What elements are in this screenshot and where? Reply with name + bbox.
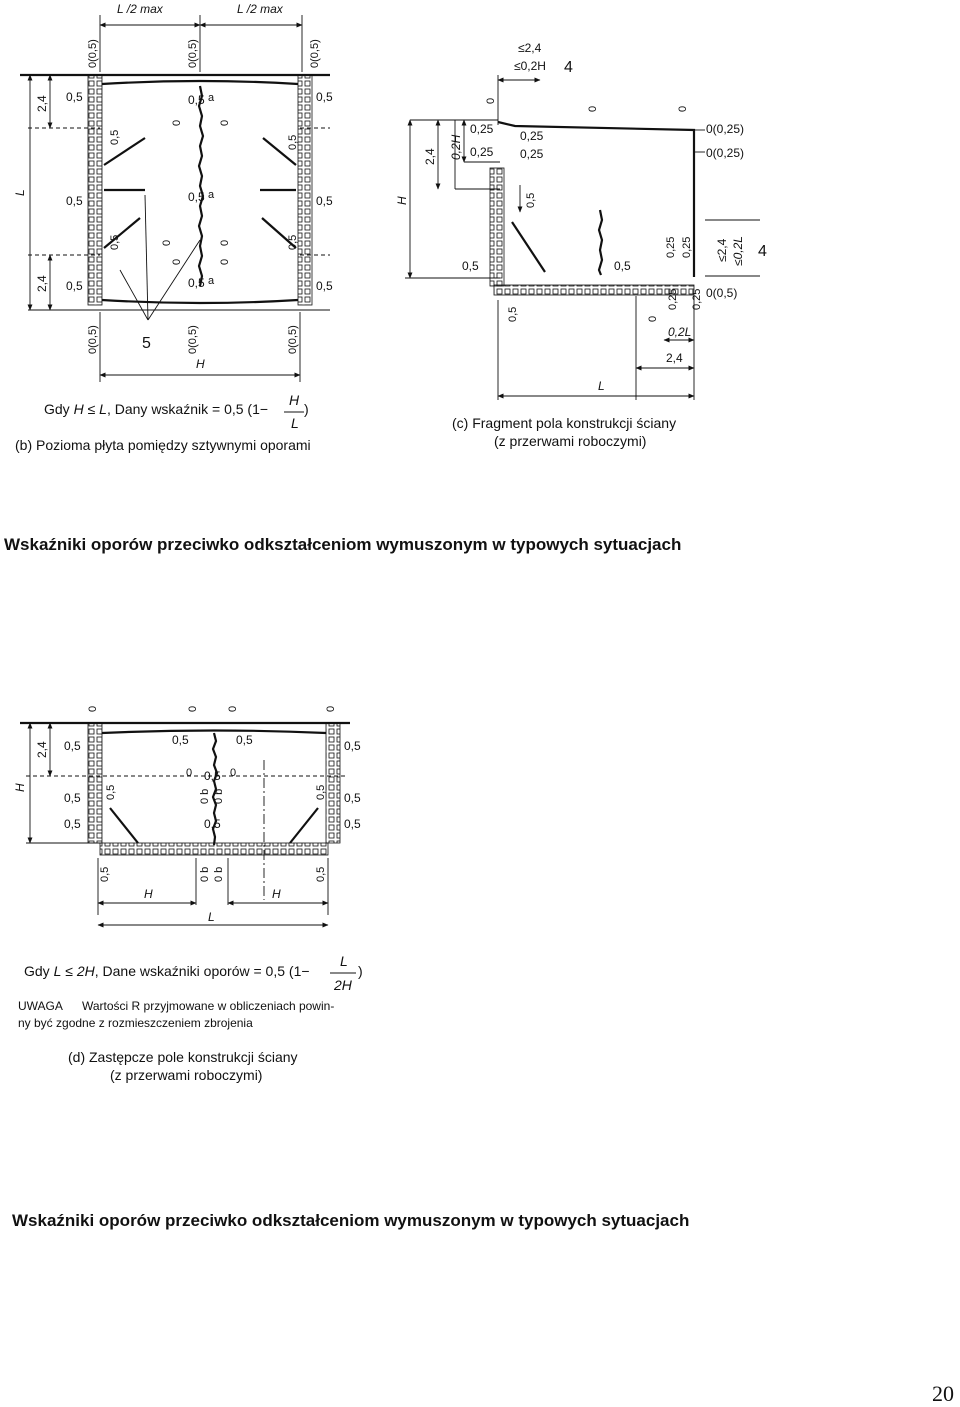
c-bottom-value-1: 0,5: [462, 259, 479, 273]
d-value-r1: 0,5: [344, 739, 361, 753]
b-sup-2: a: [208, 189, 215, 201]
b-zero-1: 0: [171, 119, 183, 126]
d-formula-close: ): [358, 963, 363, 979]
c-right-dim-24: ≤2,4: [715, 238, 729, 262]
d-bottom-b-1: 0b: [199, 866, 211, 882]
b-col-bottom-3: 0(0,5): [287, 325, 299, 354]
b-zero-6: 0: [219, 258, 231, 265]
diagram-c: [395, 41, 767, 449]
d-center-value-4: 0,5: [204, 817, 221, 831]
d-formula-num: L: [340, 953, 348, 969]
d-center-value-1: 0,5: [172, 733, 189, 747]
b-diag-value-3: 0,5: [109, 234, 121, 250]
d-value-l3: 0,5: [64, 817, 81, 831]
d-left-dim-h: H: [13, 783, 27, 792]
c-right-value-2: 0(0,25): [706, 146, 745, 160]
d-caption-2: (z przerwami roboczymi): [110, 1067, 263, 1083]
d-formula: Gdy L ≤ 2H, Dane wskaźniki oporów = 0,5 (1−: [24, 963, 310, 979]
c-left-dim-24: 2,4: [423, 148, 437, 165]
b-top-dim-1: L /2 max: [117, 2, 163, 16]
b-diag-value-1: 0,5: [109, 129, 121, 145]
c-top-dim-1: ≤2,4: [518, 41, 542, 55]
d-value-r2: 0,5: [344, 791, 361, 805]
d-diag-value-2: 0,5: [315, 784, 327, 800]
b-center-value-2: 0,5: [188, 190, 205, 204]
b-col-bottom-1: 0(0,5): [87, 325, 99, 354]
b-left-dim-bottom: 2,4: [35, 275, 49, 292]
b-diag-value-2: 0,5: [287, 134, 299, 150]
d-b-label-1: 0b: [199, 788, 211, 804]
d-zero-top-3: 0: [227, 705, 239, 712]
c-right-vert-2: 0,25: [681, 236, 693, 258]
c-top-value-2: 0,25: [470, 145, 494, 159]
c-right-vert-4: 0,25: [691, 288, 703, 310]
b-zero-3: 0: [161, 239, 173, 246]
c-wall-left: [490, 168, 504, 286]
c-right-dim-02l: ≤0,2L: [731, 236, 745, 266]
c-top-value-4: 0,25: [520, 147, 544, 161]
c-right-value-1: 0(0,25): [706, 122, 745, 136]
b-value-l2: 0,5: [66, 194, 83, 208]
c-marker-right: 4: [758, 243, 767, 260]
d-bottom-value-1: 0,5: [99, 866, 111, 882]
b-value-r2: 0,5: [316, 194, 333, 208]
b-left-dim-l: L: [13, 189, 27, 196]
c-zero-top-3: 0: [677, 105, 689, 112]
b-col-bottom-2: 0(0,5): [187, 325, 199, 354]
b-zero-2: 0: [219, 119, 231, 126]
c-zero-top-1: 0: [485, 97, 497, 104]
diagram-d: [13, 706, 363, 1083]
b-formula-close: ): [304, 401, 309, 417]
b-col-top-1: 0(0,5): [87, 39, 99, 68]
b-formula-num: H: [289, 392, 300, 408]
d-note-line-1: Wartości R przyjmowane w obliczeniach powin-: [82, 999, 335, 1013]
c-zero-top-2: 0: [587, 105, 599, 112]
c-bottom-dim-02l: 0,2L: [668, 325, 692, 339]
d-bottom-dim-h1: H: [144, 887, 153, 901]
d-wall-left: [88, 723, 102, 843]
b-sup-1: a: [208, 92, 215, 104]
b-top-dim-2: L /2 max: [237, 2, 283, 16]
c-top-dim-2: ≤0,2H: [514, 59, 546, 73]
c-bottom-value-3: 0,5: [507, 306, 519, 322]
b-col-top-2: 0(0,5): [187, 39, 199, 68]
c-caption-2: (z przerwami roboczymi): [494, 433, 647, 449]
c-marker-top: 4: [564, 59, 573, 76]
d-zero-mid-2: 0: [230, 767, 237, 779]
c-left-dim-02h: 0,2H: [449, 134, 463, 160]
c-zero-bottom: 0: [647, 315, 659, 322]
b-value-r3: 0,5: [316, 279, 333, 293]
d-note-line-2: ny być zgodne z rozmieszczeniem zbrojenia: [18, 1016, 253, 1030]
b-col-top-3: 0(0,5): [309, 39, 321, 68]
b-h-dim: H: [196, 357, 205, 371]
d-diag-value-1: 0,5: [105, 784, 117, 800]
c-bottom-dim-24: 2,4: [666, 351, 683, 365]
b-center-value-1: 0,5: [188, 93, 205, 107]
c-caption-1: (c) Fragment pola konstrukcji ściany: [452, 415, 677, 431]
b-wall-right: [298, 75, 312, 305]
c-right-bottom: 0(0,5): [706, 286, 738, 300]
b-zero-5: 0: [171, 258, 183, 265]
b-wall-left: [88, 75, 102, 305]
d-left-dim-24: 2,4: [35, 741, 49, 758]
c-wall-bottom: [494, 285, 694, 295]
d-value-l2: 0,5: [64, 791, 81, 805]
c-top-value-3: 0,25: [520, 129, 544, 143]
d-zero-top-2: 0: [187, 705, 199, 712]
d-value-r3: 0,5: [344, 817, 361, 831]
title-top: Wskaźniki oporów przeciwko odkształceniom wymuszonym w typowych sytuacjach: [4, 535, 682, 554]
b-zero-4: 0: [219, 239, 231, 246]
b-formula: Gdy H ≤ L, Dany wskaźnik = 0,5 (1−: [44, 401, 269, 417]
d-zero-mid-1: 0: [186, 767, 193, 779]
d-note-label: UWAGA: [18, 999, 63, 1013]
c-top-value-1: 0,25: [470, 122, 494, 136]
d-bottom-dim-l: L: [208, 910, 215, 924]
d-center-value-2: 0,5: [236, 733, 253, 747]
d-zero-top-1: 0: [87, 705, 99, 712]
b-value-r1: 0,5: [316, 90, 333, 104]
d-formula-den: 2H: [334, 977, 352, 993]
d-center-value-3: 0,5: [204, 769, 221, 783]
page-number: 20: [932, 1381, 954, 1406]
c-mid-value: 0,5: [525, 192, 537, 208]
d-bottom-b-2: 0b: [213, 866, 225, 882]
diagram-b: [13, 2, 333, 453]
c-bottom-value-2: 0,5: [614, 259, 631, 273]
title-bottom: Wskaźniki oporów przeciwko odkształceniom wymuszonym w typowych sytuacjach: [12, 1211, 690, 1230]
c-right-vert-3: 0,25: [667, 288, 679, 310]
d-bottom-dim-h2: H: [272, 887, 281, 901]
d-value-l1: 0,5: [64, 739, 81, 753]
b-center-value-3: 0,5: [188, 276, 205, 290]
d-bottom-value-2: 0,5: [315, 866, 327, 882]
c-bottom-dim-l: L: [598, 379, 605, 393]
c-left-dim-h: H: [395, 196, 409, 205]
b-marker-5: 5: [142, 335, 151, 352]
d-wall-right: [326, 723, 340, 843]
b-formula-den: L: [291, 415, 299, 431]
d-b-label-2: 0b: [213, 788, 225, 804]
b-value-l1: 0,5: [66, 90, 83, 104]
b-sup-3: a: [208, 275, 215, 287]
b-left-dim-top: 2,4: [35, 95, 49, 112]
c-right-vert-1: 0,25: [665, 236, 677, 258]
d-zero-top-4: 0: [325, 705, 337, 712]
b-value-l3: 0,5: [66, 279, 83, 293]
b-caption: (b) Pozioma płyta pomiędzy sztywnymi oporami: [15, 437, 311, 453]
b-diag-value-4: 0,5: [287, 234, 299, 250]
d-caption-1: (d) Zastępcze pole konstrukcji ściany: [68, 1049, 298, 1065]
